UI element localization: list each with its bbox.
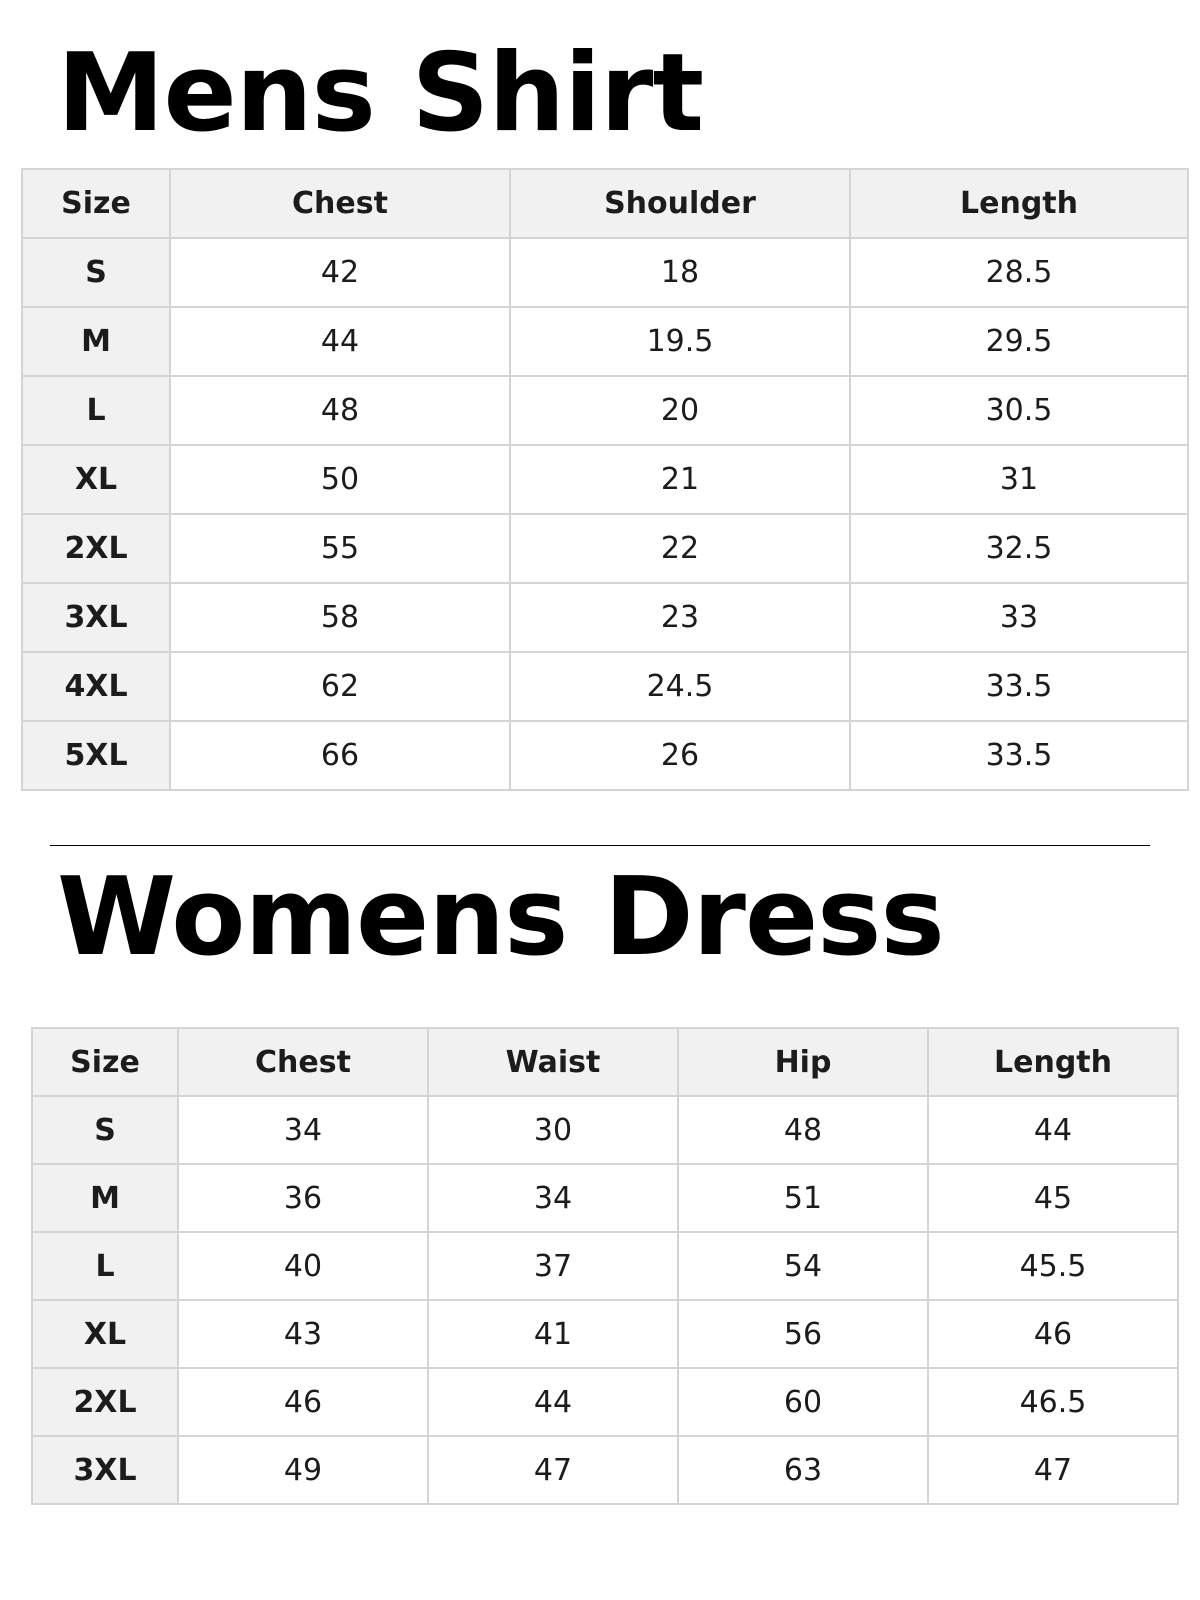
section-divider <box>50 845 1150 846</box>
table-row <box>22 376 1188 445</box>
table-row <box>32 1300 1178 1368</box>
table-row <box>22 307 1188 376</box>
length-cell: 32.5 <box>850 514 1188 583</box>
table-row <box>22 514 1188 583</box>
womens-dress-title: Womens Dress <box>57 855 944 980</box>
table-header-row <box>32 1028 1178 1096</box>
chest-cell: 46 <box>178 1368 428 1436</box>
shoulder-cell: 23 <box>510 583 850 652</box>
length-cell: 33.5 <box>850 652 1188 721</box>
chest-cell: 55 <box>170 514 510 583</box>
column-header-shoulder: Shoulder <box>510 169 850 238</box>
size-cell: M <box>22 307 170 376</box>
shoulder-cell: 26 <box>510 721 850 790</box>
chest-cell: 49 <box>178 1436 428 1504</box>
hip-cell: 60 <box>678 1368 928 1436</box>
column-header-length: Length <box>928 1028 1178 1096</box>
waist-cell: 47 <box>428 1436 678 1504</box>
size-cell: 5XL <box>22 721 170 790</box>
shoulder-cell: 19.5 <box>510 307 850 376</box>
shoulder-cell: 20 <box>510 376 850 445</box>
table-row <box>32 1096 1178 1164</box>
table-header-row <box>22 169 1188 238</box>
length-cell: 33 <box>850 583 1188 652</box>
chest-cell: 50 <box>170 445 510 514</box>
table-row <box>22 721 1188 790</box>
size-cell: 3XL <box>22 583 170 652</box>
size-cell: XL <box>22 445 170 514</box>
hip-cell: 63 <box>678 1436 928 1504</box>
chest-cell: 44 <box>170 307 510 376</box>
column-header-hip: Hip <box>678 1028 928 1096</box>
hip-cell: 48 <box>678 1096 928 1164</box>
length-cell: 31 <box>850 445 1188 514</box>
column-header-size: Size <box>32 1028 178 1096</box>
table-row <box>32 1436 1178 1504</box>
column-header-chest: Chest <box>178 1028 428 1096</box>
womens-size-table <box>31 1027 1179 1505</box>
length-cell: 45 <box>928 1164 1178 1232</box>
mens-shirt-title: Mens Shirt <box>57 31 704 156</box>
table-row <box>22 238 1188 307</box>
length-cell: 45.5 <box>928 1232 1178 1300</box>
size-cell: 2XL <box>22 514 170 583</box>
length-cell: 46 <box>928 1300 1178 1368</box>
length-cell: 47 <box>928 1436 1178 1504</box>
length-cell: 33.5 <box>850 721 1188 790</box>
chest-cell: 34 <box>178 1096 428 1164</box>
column-header-length: Length <box>850 169 1188 238</box>
length-cell: 28.5 <box>850 238 1188 307</box>
chest-cell: 36 <box>178 1164 428 1232</box>
chest-cell: 40 <box>178 1232 428 1300</box>
table-row <box>32 1164 1178 1232</box>
length-cell: 46.5 <box>928 1368 1178 1436</box>
chest-cell: 42 <box>170 238 510 307</box>
table-row <box>22 652 1188 721</box>
shoulder-cell: 22 <box>510 514 850 583</box>
waist-cell: 41 <box>428 1300 678 1368</box>
chest-cell: 62 <box>170 652 510 721</box>
table-row <box>22 583 1188 652</box>
size-cell: S <box>32 1096 178 1164</box>
size-cell: L <box>32 1232 178 1300</box>
chest-cell: 43 <box>178 1300 428 1368</box>
table-row <box>22 445 1188 514</box>
hip-cell: 54 <box>678 1232 928 1300</box>
column-header-chest: Chest <box>170 169 510 238</box>
chest-cell: 66 <box>170 721 510 790</box>
mens-size-table <box>21 168 1189 791</box>
length-cell: 29.5 <box>850 307 1188 376</box>
length-cell: 44 <box>928 1096 1178 1164</box>
waist-cell: 34 <box>428 1164 678 1232</box>
size-cell: S <box>22 238 170 307</box>
length-cell: 30.5 <box>850 376 1188 445</box>
hip-cell: 56 <box>678 1300 928 1368</box>
size-cell: M <box>32 1164 178 1232</box>
size-cell: 2XL <box>32 1368 178 1436</box>
chest-cell: 58 <box>170 583 510 652</box>
size-cell: 3XL <box>32 1436 178 1504</box>
table-row <box>32 1368 1178 1436</box>
waist-cell: 37 <box>428 1232 678 1300</box>
hip-cell: 51 <box>678 1164 928 1232</box>
size-cell: 4XL <box>22 652 170 721</box>
shoulder-cell: 18 <box>510 238 850 307</box>
column-header-waist: Waist <box>428 1028 678 1096</box>
size-cell: L <box>22 376 170 445</box>
chest-cell: 48 <box>170 376 510 445</box>
size-cell: XL <box>32 1300 178 1368</box>
waist-cell: 44 <box>428 1368 678 1436</box>
table-row <box>32 1232 1178 1300</box>
column-header-size: Size <box>22 169 170 238</box>
shoulder-cell: 21 <box>510 445 850 514</box>
waist-cell: 30 <box>428 1096 678 1164</box>
shoulder-cell: 24.5 <box>510 652 850 721</box>
